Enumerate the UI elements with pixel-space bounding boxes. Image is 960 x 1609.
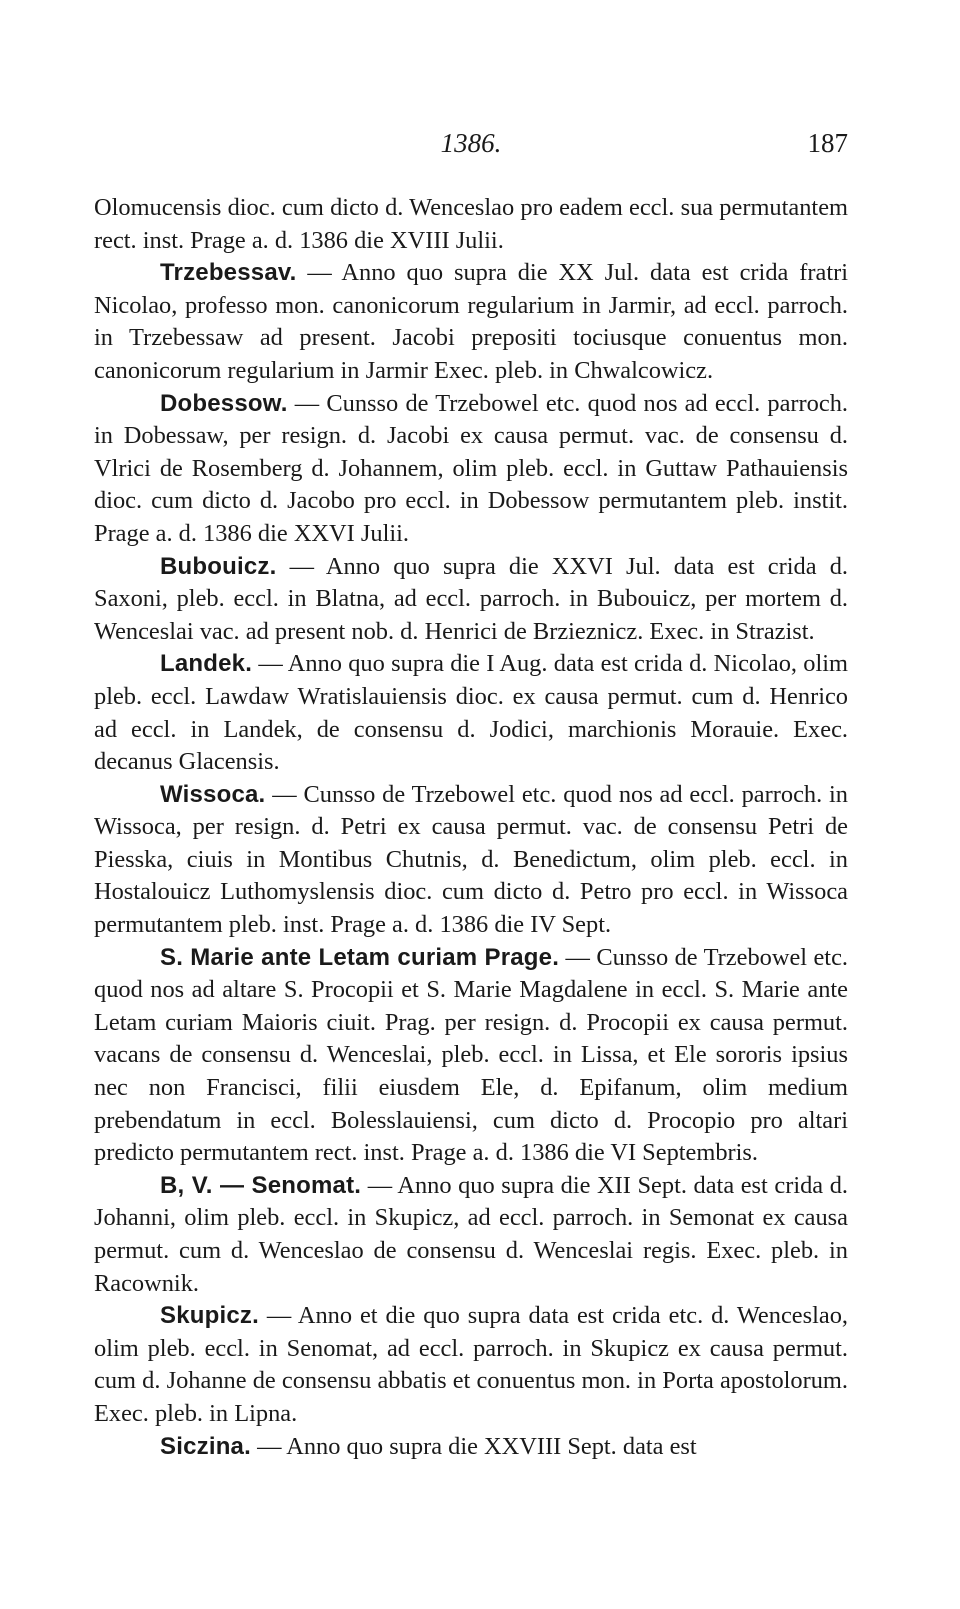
paragraph-text: Olomucensis dioc. cum dicto d. Wenceslao pro eadem eccl. sua permutantem rect. inst. Prage a. d. 1386 die XVIII Julii. [94,194,848,254]
page-number: 187 [807,128,848,158]
entry-skupicz [94,1300,848,1430]
entry-dobessow [94,388,848,551]
continued-paragraph [94,192,848,257]
entry-heading: Dobessow. [160,389,288,417]
entry-text: — Anno quo supra die XXVIII Sept. data est [250,1432,697,1460]
entry-bubouicz [94,551,848,649]
entry-trzebessav [94,257,848,387]
entry-text: — Anno et die quo supra data est crida etc. d. Wenceslao, olim pleb. eccl. in Senomat, ad eccl. parroch. in Skupicz ex causa permut. cum d. Johanne de consensu abbatis et conuentus mon. in Porta apostolorum. Exec. pleb. in Lipna. [94,1302,848,1427]
entry-text: — Anno quo supra die XII Sept. data est crida d. Johanni, olim pleb. eccl. in Skupicz, ad eccl. parroch. in Semonat ex causa permut. cum d. Wenceslao de consensu d. Wenceslai regis. Exec. pleb. in Racownik. [94,1171,849,1297]
entry-text: — Anno quo supra die XX Jul. data est crida fratri Nicolao, professo mon. canonicorum regularium in Jarmir, ad eccl. parroch. in Trzebessaw ad present. Jacobi prepositi tociusque conuentus mon. canonicorum regularium in Jarmir Exec. pleb. in Chwalcowicz. [94,259,848,384]
entry-heading: S. Marie ante Letam curiam Prage. [160,943,560,971]
entry-heading: Trzebessav. [160,259,297,287]
running-head-year: 1386. [440,128,502,158]
entry-heading: Bubouicz. [160,552,277,580]
entry-text: — Cunsso de Trzebowel etc. quod nos ad altare S. Procopii et S. Marie Magdalene in eccl. S. Marie ante Letam curiam Maioris ciuit. Prag. per resign. d. Procopii ex causa permut. vacans de consensu d. Wenceslai, pleb. eccl. in Lissa, et Ele sororis ipsius nec non Francisci, filii eiusdem Ele, d. Epifanum, olim medium prebendatum in eccl. Bolesslauiensi, cum dicto d. Procopio pro altari predicto permutantem rect. inst. Prage a. d. 1386 die VI Septembris. [94,943,849,1167]
entry-heading: Wissoca. [160,780,266,808]
entry-s-marie [94,942,848,1170]
entry-siczina [94,1431,848,1464]
entry-heading: Skupicz. [160,1302,259,1330]
page-header [94,128,848,168]
entry-text: — Cunsso de Trzebowel etc. quod nos ad eccl. parroch. in Wissoca, per resign. d. Petri ex causa permut. vac. de consensu Petri de Piesska, ciuis in Montibus Chutnis, d. Benedictum, olim pleb. eccl. in Hostalouicz Luthomyslensis dioc. cum dicto d. Petro pro eccl. in Wissoca permutantem pleb. inst. Prage a. d. 1386 die IV Sept. [94,780,848,939]
entry-heading: Landek. [160,650,253,678]
entry-wissoca [94,779,848,942]
entry-text: — Anno quo supra die XXVI Jul. data est crida d. Saxoni, pleb. eccl. in Blatna, ad eccl. parroch. in Bubouicz, per mortem d. Wenceslai vac. ad present nob. d. Henrici de Brzieznicz. Exec. in Strazist. [94,552,848,645]
entry-landek [94,648,848,778]
entry-text: — Anno quo supra die I Aug. data est crida d. Nicolao, olim pleb. eccl. Lawdaw Wratislauiensis dioc. ex causa permut. cum d. Henrico ad eccl. in Landek, de consensu d. Jodici, marchionis Morauie. Exec. decanus Glacensis. [94,650,848,776]
entry-senomat [94,1170,848,1300]
document-body [94,192,848,1463]
entry-heading: Siczina. [160,1432,251,1460]
entry-heading: B, V. — Senomat. [160,1171,362,1199]
entry-text: — Cunsso de Trzebowel etc. quod nos ad eccl. parroch. in Dobessaw, per resign. d. Jacobi ex causa permut. vac. de consensu d. Vlrici de Rosemberg d. Johannem, olim pleb. eccl. in Guttaw Pathauiensis dioc. cum dicto d. Jacobo pro eccl. in Dobessow permutantem pleb. instit. Prage a. d. 1386 die XXVI Julii. [94,389,848,547]
